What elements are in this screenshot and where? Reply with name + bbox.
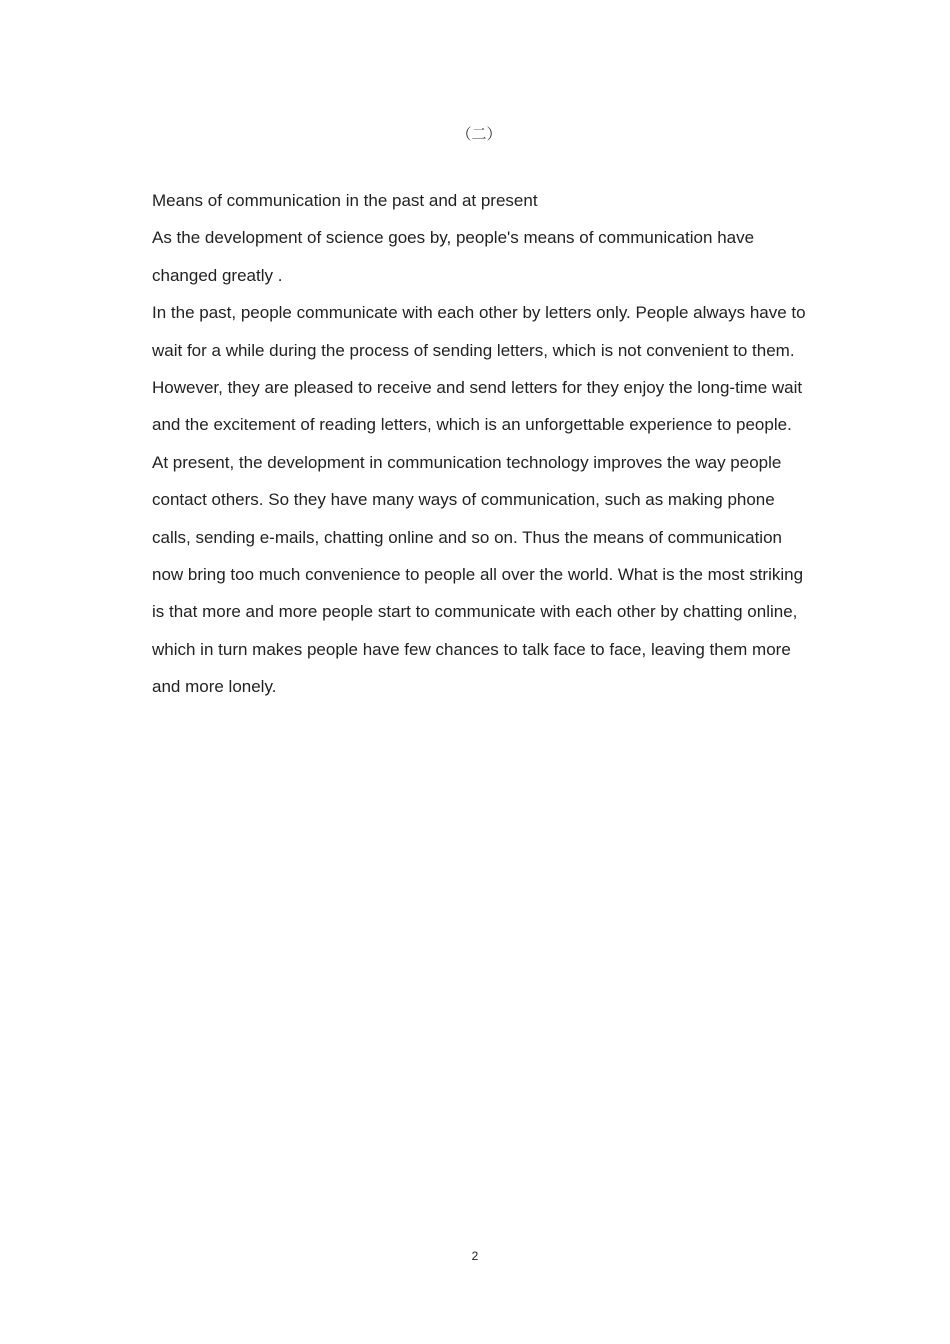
essay-paragraph-present: At present, the development in communication technology improves the way people contact others. So they have many ways of communication, such as making phone calls, sending e-mails, chatting online and so on. Thus the means of communication now bring too much convenience to people all over the world. What is the most striking is that more and more people start to communicate with each other by chatting online, which in turn makes people have few chances to talk face to face, leaving them more and more lonely. xyxy=(152,452,804,697)
essay-paragraph-intro: As the development of science goes by, people's means of communication have changed greatly . xyxy=(152,228,755,285)
page-number: 2 xyxy=(471,1249,479,1263)
essay-paragraph-past: In the past, people communicate with each other by letters only. People always have to wait for a while during the process of sending letters, which is not convenient to them. However, they are pleased to receive and send letters for they enjoy the long-time wait and the excitement of reading letters, which is an unforgettable experience to people. xyxy=(152,303,806,435)
section-number-heading: （二） xyxy=(456,126,502,143)
essay-body xyxy=(152,182,812,706)
essay-title: Means of communication in the past and at present xyxy=(152,191,538,210)
